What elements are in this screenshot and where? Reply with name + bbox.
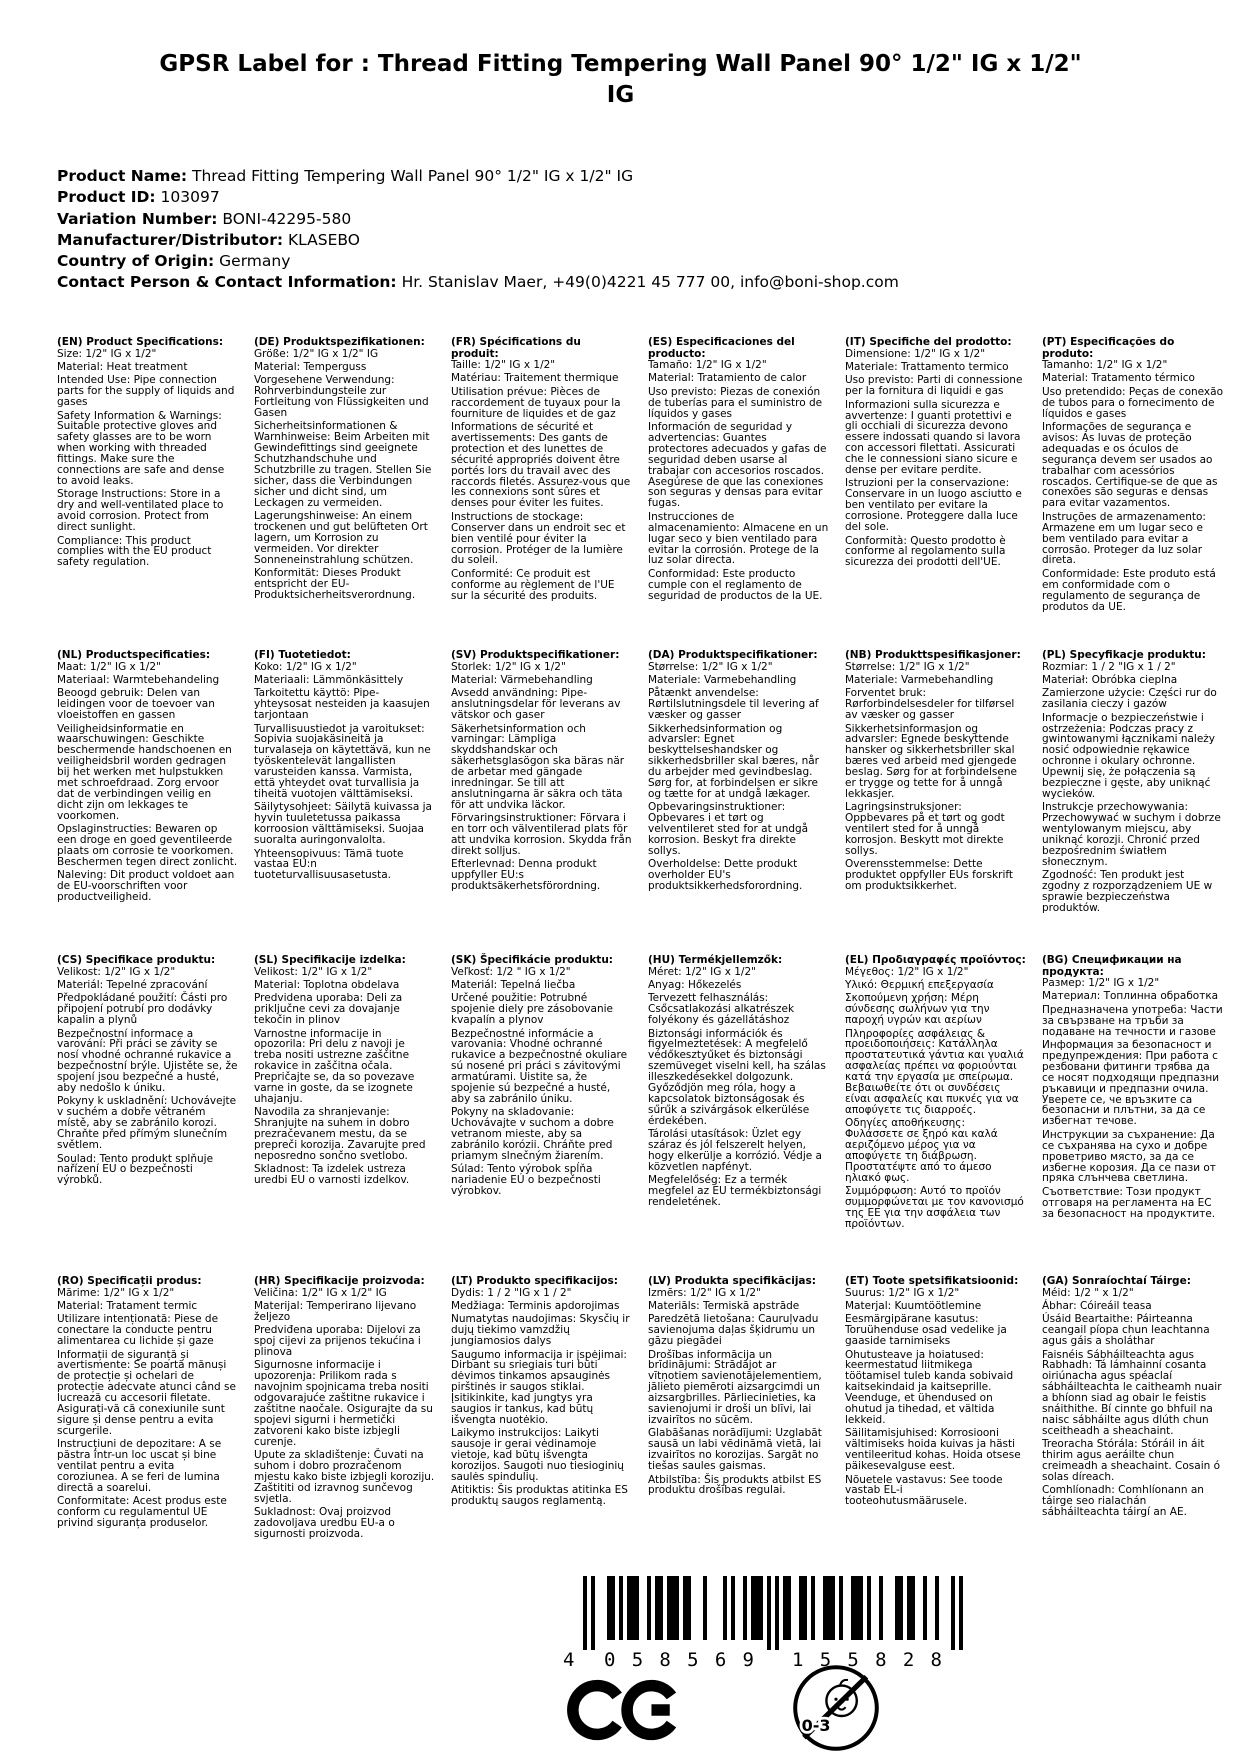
language-block-paragraph: Storage Instructions: Store in a dry and well-ventilated place to avoid corrosion. Protect from direct sunlight. [57,488,224,534]
language-block-es [648,337,829,650]
language-block-paragraph: Materiał: Obróbka cieplna [1042,673,1178,686]
language-block-hr [254,1276,435,1542]
language-block-paragraph: Tárolási utasítások: Üzlet egy száraz és jól felszerelt helyen, hogy elkerülje a korrózió. Védje a közvetlen napfényt. [648,1128,822,1173]
language-block-paragraph: Tervezett felhasználás: Csőcsatlakozási alkatrészek folyékony és gázellátáshoz [648,992,795,1027]
language-block-paragraph: Conformità: Questo prodotto è conforme al regolamento sulla sicurezza dei prodotti dell'UE. [845,534,1006,569]
language-block-it [845,337,1026,650]
language-block-paragraph: Uso previsto: Parti di connessione per la fornitura di liquidi e gas [845,374,1023,398]
language-block-paragraph: Opbevaringsinstruktioner: Opbevares i et tørt og velventileret sted for at undgå korrosion. Beskyt fra direkte sollys. [648,801,809,857]
language-block-paragraph: Istruzioni per la conservazione: Conservare in un luogo asciutto e ben ventilato per evitare la corrosione. Proteggere dalla luce del sole. [845,477,1022,534]
language-block-paragraph: Pokyny k uskladnění: Uchovávejte v suchém a dobře větraném místě, aby se zabránilo korozi. Chraňte před přímým slunečním světlem. [57,1095,237,1152]
language-block-paragraph: Lagringsinstruksjoner: Oppbevares på et tørt og godt ventilert sted for å unngå korrosjon. Beskytt mot direkte sollys. [845,801,1005,857]
language-block-header: (DA) Produktspecifikationer: [648,649,818,661]
language-block-header: (IT) Specifiche del prodotto: [845,336,1012,348]
language-block-paragraph: Velikost: 1/2" IG x 1/2" [254,965,373,978]
language-block-paragraph: Atbilstība: Šis produkts atbilst ES produktu drošības regulai. [648,1473,822,1497]
language-block-paragraph: Utilisation prévue: Pièces de raccordement de tuyaux pour la fourniture de liquides et de gaz [451,385,621,420]
language-block-paragraph: Größe: 1/2" IG x 1/2" IG [254,347,379,360]
language-block-paragraph: Compliance: This product complies with the EU product safety regulation. [57,534,212,569]
language-block-paragraph: Förvaringsinstruktioner: Förvara i en torr och välventilerad plats för att undvika korrosion. Skydda från direkt solljus. [451,812,632,857]
language-block-paragraph: Instrukcje przechowywania: Przechowywać w suchym i dobrze wentylowanym miejscu, aby uniknąć korozji. Chronić przed bezpośrednim światłem słonecznym. [1042,801,1221,868]
language-block-paragraph: Storlek: 1/2" IG x 1/2" [451,660,566,673]
language-block-hu [648,955,829,1276]
language-block-paragraph: Μέγεθος: 1/2" IG x 1/2" [845,965,969,978]
language-block-paragraph: Instructions de stockage: Conserver dans un endroit sec et bien ventilé pour éviter la corrosion. Protéger de la lumière du soleil. [451,510,626,567]
language-block-paragraph: Conformidad: Este producto cumple con el reglamento de seguridad de productos de la UE. [648,567,823,602]
language-block-paragraph: Izmērs: 1/2" IG x 1/2" [648,1286,761,1299]
language-block-paragraph: Pokyny na skladovanie: Uchovávajte v suchom a dobre vetranom mieste, aby sa zabránilo korózii. Chráňte pred priamym slnečným žiarením. [451,1106,614,1162]
language-block-paragraph: Påtænkt anvendelse: Rørtilslutningsdele til levering af væsker og gasser [648,687,819,722]
language-block-paragraph: Biztonsági információk és figyelmeztetések: A megfelelő védőkesztyűket és biztonsági szemüveget viselni kell, ha szálas illeszkedésekkel dolgozunk. Győződjön meg róla, hogy a kapcsolatok biztonságosak és sűrűk a szivárgások elkerülése érdekében. [648,1027,826,1127]
language-block-paragraph: Bezpečnostní informace a varování: Při práci se závity se nosí vhodné ochranné rukavice a bezpečnostní brýle. Ujistěte se, že spojení jsou bezpečné a husté, aby nedošlo k úniku. [57,1027,238,1095]
manufacturer-value: KLASEBO [288,230,360,249]
language-block-paragraph: Størrelse: 1/2" IG x 1/2" [845,660,970,673]
language-block-paragraph: Suurus: 1/2" IG x 1/2" [845,1286,960,1299]
language-block-paragraph: Materiál: Tepelné zpracování [57,978,208,991]
product-id-row [57,187,899,208]
variation-number-value: BONI-42295-580 [222,209,352,228]
language-block-paragraph: Efterlevnad: Denna produkt uppfyller EU:s produktsäkerhetsförordning. [451,858,601,893]
language-block-header: (ES) Especificaciones del producto: [648,336,795,360]
language-block-paragraph: Medžiaga: Terminis apdorojimas [451,1299,620,1312]
language-block-paragraph: Съответствие: Този продукт отговаря на регламента на ЕС за безопасност на продуктите. [1042,1185,1216,1220]
language-block-paragraph: Navodila za shranjevanje: Shranjujte na suhem in dobro prezračevanem mestu, da se prepreči korozija. Zavarujte pred neposredno sončno svetlobo. [254,1106,426,1162]
language-block-paragraph: Treoracha Stórála: Stóráil in áit thirim agus aeráilte chun creimeadh a sheachaint. Cosain ó solas díreach. [1042,1438,1221,1483]
language-block-lt [451,1276,632,1542]
language-block-paragraph: Sigurnosne informacije i upozorenja: Prilikom rada s navojnim spojnicama treba nositi odgovarajuće zaštitne rukavice i zaštitne naočale. Osigurajte da su spojevi sigurni i hermetički zatvoreni kako biste izbjegli curenje. [254,1359,433,1448]
language-block-paragraph: Materjal: Kuumtöötlemine [845,1299,982,1312]
language-block-header: (FR) Spécifications du produit: [451,336,581,360]
language-block-paragraph: Paredzētā lietošana: Cauruļvadu savienojuma daļas šķidrumu un gāzu piegādei [648,1313,819,1348]
language-block-header: (RO) Specificații produs: [57,1275,202,1287]
language-block-et [845,1276,1026,1542]
language-block-paragraph: Veličina: 1/2" IG x 1/2" IG [254,1286,387,1299]
language-block-paragraph: Eesmärgipärane kasutus: Toruühenduse osad vedelike ja gaaside tarnimiseks [845,1313,1007,1348]
language-block-paragraph: Informații de siguranță și avertismente: Se poartă mănuși de protecție și ochelari de protecție adecvate atunci când se lucrează cu accesorii filetate. Asigurați-vă că conexiunile sunt sigure și dense pentru a evita scurgerile. [57,1348,236,1437]
language-block-paragraph: Sukladnost: Ovaj proizvod zadovoljava uredbu EU-a o sigurnosti proizvoda. [254,1506,395,1541]
language-block-paragraph: Utilizare intenționată: Piese de conectare la conducte pentru alimentarea cu lichide și gaze [57,1313,219,1348]
language-block-paragraph: Uso previsto: Piezas de conexión de tuberías para el suministro de líquidos y gases [648,385,823,420]
language-block-paragraph: Säkerhetsinformation och varningar: Lämpliga skyddshandskar och säkerhetsglasögon ska bäras när de arbetar med gängade inredningar. Se till att anslutningarna är säkra och täta för att undvika läckor. [451,722,625,811]
ean13-barcode [563,1576,963,1672]
language-block-paragraph: Informations de sécurité et avertissements: Des gants de protection et des lunettes de sécurité appropriés doivent être portés lors du travail avec des raccords filetés. Assurez-vous que les connexions sont sûres et denses pour éviter les fuites. [451,421,631,510]
language-block-paragraph: Συμμόρφωση: Αυτό το προϊόν συμμορφώνεται με τον κανονισμό της ΕΕ για την ασφάλεια των προϊόντων. [845,1185,1024,1230]
language-block-paragraph: Materiaali: Lämmönkäsittely [254,673,404,686]
language-block-paragraph: Material: Tratamiento de calor [648,372,807,385]
language-block-paragraph: Upute za skladištenje: Čuvati na suhom i dobro prozračenom mjestu kako biste izbjegli koroziju. Zaštititi od izravnog sunčevog svjetla. [254,1449,435,1505]
country-of-origin-value: Germany [219,252,291,271]
language-block-paragraph: Materiale: Varmebehandling [648,673,797,686]
language-block-paragraph: Size: 1/2" IG x 1/2" [57,347,157,360]
product-id-value: 103097 [160,188,220,207]
language-block-paragraph: Naleving: Dit product voldoet aan de EU-voorschriften voor productveiligheid. [57,869,235,904]
language-block-paragraph: Material: Tratamento térmico [1042,372,1195,385]
language-block-header: (NB) Produkttspesifikasjoner: [845,649,1021,661]
language-block-paragraph: Yhteensopivuus: Tämä tuote vastaa EU:n tuoteturvallisuusasetusta. [254,847,404,882]
language-block-paragraph: Информация за безопасност и предупреждения: При работа с резбовани фитинги трябва да се носят подходящи предпазни ръкавици и предпазни очила. Уверете се, че връзките са безопасни и плътни, за да се избегнат течове. [1042,1039,1220,1128]
language-block-paragraph: Размер: 1/2" IG x 1/2" [1042,977,1160,989]
language-block-header: (SV) Produktspecifikationer: [451,649,620,661]
language-block-paragraph: Ohutusteave ja hoiatused: keermestatud liitmikega töötamisel tuleb kanda sobivaid kaitsekindaid ja kaitseprille. Veenduge, et ühendused on ohutud ja tihedad, et vältida lekkeid. [845,1348,1014,1426]
language-block-pt [1042,337,1223,650]
language-block-paragraph: Materiál: Tepelná liečba [451,978,576,991]
language-block-header: (LT) Produkto specifikacijos: [451,1275,618,1287]
language-block-paragraph: Uso pretendido: Peças de conexão de tubos para o fornecimento de líquidos e gases [1042,385,1224,420]
language-block-paragraph: Súlad: Tento výrobok spĺňa nariadenie EÚ o bezpečnosti výrobkov. [451,1163,601,1198]
language-block-paragraph: Intended Use: Pipe connection parts for the supply of liquids and gases [57,374,235,409]
language-block-de [254,337,435,650]
language-block-header: (CS) Specifikace produktu: [57,954,216,966]
age-warning-text: 0-3 [801,1716,831,1736]
language-block-paragraph: Megfelelőség: Ez a termék megfelel az EU termékbiztonsági rendeletének. [648,1174,822,1209]
language-block-paragraph: Rozmiar: 1 / 2 "IG x 1 / 2" [1042,660,1176,673]
barcode-bars [583,1576,963,1650]
language-block-paragraph: Koko: 1/2" IG x 1/2" [254,660,357,673]
language-block-paragraph: Instrucțiuni de depozitare: A se păstra într-un loc uscat și bine ventilat pentru a evita coroziunea. A se feri de lumina directă a soarelui. [57,1438,222,1494]
language-block-paragraph: Sikkerhetsinformasjon og advarsler: Egnede beskyttende hansker og sikkerhetsbriller skal bæres ved arbeid med gjengede beslag. Sørg for at forbindelsene er trygge og tette for å unngå lekkasjer. [845,722,1017,800]
language-block-paragraph: Material: Temperguss [254,360,367,373]
language-block-paragraph: Sicherheitsinformationen & Warnhinweise: Beim Arbeiten mit Gewindefittings sind geeignete Schutzhandschuhe und Schutzbrille zu tragen. Stellen Sie sicher, dass die Verbindungen sicher und dicht sind, um Leckagen zu vermeiden. [254,420,432,509]
age-warning-0-3-icon [792,1664,880,1752]
language-block-header: (HR) Specifikacije proizvoda: [254,1275,425,1287]
language-block-paragraph: Materiāls: Termiskā apstrāde [648,1299,800,1312]
language-block-paragraph: Méret: 1/2" IG x 1/2" [648,965,756,978]
language-block-paragraph: Størrelse: 1/2" IG x 1/2" [648,660,773,673]
language-block-header: (EL) Προδιαγραφές προϊόντος: [845,954,1026,966]
language-block-paragraph: Overholdelse: Dette produkt overholder EU's produktsikkerhedsforordning. [648,858,803,893]
language-block-paragraph: Úsáid Beartaithe: Páirteanna ceangail píopa chun leachtanna agus gáis a sholáthar [1042,1313,1210,1348]
language-block-paragraph: Safety Information & Warnings: Suitable protective gloves and safety glasses are to be worn when working with threaded fittings. Make sure the connections are safe and dense to avoid leaks. [57,409,225,487]
language-block-paragraph: Nõuetele vastavus: See toode vastab EL-i tooteohutusmäärusele. [845,1473,1003,1508]
language-block-paragraph: Drošības informācija un brīdinājumi: Strādājot ar vītņotiem savienotājelementiem, jālieto piemēroti aizsargcimdi un aizsargbrilles. Pārliecinieties, ka savienojumi ir droši un blīvi, lai izvairītos no sūcēm. [648,1348,822,1426]
language-block-paragraph: Skladnost: Ta izdelek ustreza uredbi EU o varnosti izdelkov. [254,1163,410,1187]
language-block-paragraph: Veiligheidsinformatie en waarschuwingen: Geschikte beschermende handschoenen en veiligheidsbril worden gedragen bij het werken met hulpstukken met schroefdraad. Zorg ervoor dat de verbindingen veilig en dicht zijn om lekkages te voorkomen. [57,722,232,822]
language-block-paragraph: Numatytas naudojimas: Skysčių ir dujų tiekimo vamzdžių jungiamosios dalys [451,1313,630,1348]
language-block-header: (BG) Спецификации на продукта: [1042,954,1182,978]
page-title: GPSR Label for : Thread Fitting Tempering Wall Panel 90° 1/2" IG x 1/2" IG [159,51,1082,108]
language-block-sk [451,955,632,1276]
language-block-paragraph: Material: Heat treatment [57,360,188,373]
contact-label: Contact Person & Contact Information: [57,273,397,292]
language-block-header: (SL) Specifikacije izdelka: [254,954,406,966]
ce-mark-icon [566,1676,684,1744]
language-block-fr [451,337,632,650]
language-block-header: (ET) Toote spetsifikatsioonid: [845,1275,1019,1287]
language-block-header: (HU) Termékjellemzők: [648,954,783,966]
language-block-paragraph: Maat: 1/2" IG x 1/2" [57,660,161,673]
language-block-paragraph: Opslaginstructies: Bewaren op een droge en goed geventileerde plaats om corrosie te voorkomen. Beschermen tegen direct zonlicht. [57,823,238,868]
language-block-paragraph: Forventet bruk: Rørforbindelsesdeler for tilførsel av væsker og gasser [845,687,1015,722]
language-block-cs [57,955,238,1276]
variation-number-row [57,209,899,230]
language-block-paragraph: Tarkoitettu käyttö: Pipe-yhteysosat nesteiden ja kaasujen tarjontaan [254,687,430,722]
language-block-paragraph: Tamaño: 1/2" IG x 1/2" [648,359,767,371]
language-block-paragraph: Beoogd gebruik: Delen van leidingen voor de toevoer van vloeistoffen en gassen [57,687,215,722]
language-block-header: (FI) Tuotetiedot: [254,649,351,661]
product-id-label: Product ID: [57,188,156,207]
language-block-paragraph: Bezpečnostné informácie a varovania: Vhodné ochranné rukavice a bezpečnostné okuliare sú nosené pri práci s závitovými armatúrami. Uistite sa, že spojenie sú bezpečné a husté, aby sa zabránilo úniku. [451,1027,628,1105]
language-block-header: (EN) Product Specifications: [57,336,224,348]
language-block-paragraph: Matériau: Traitement thermique [451,372,619,385]
language-block-paragraph: Zgodność: Ten produkt jest zgodny z rozporządzeniem UE w sprawie bezpieczeństwa produktów. [1042,869,1213,915]
language-block-paragraph: Comhlíonadh: Comhlíonann an táirge seo rialachán sábháilteachta táirgí an AE. [1042,1484,1204,1519]
language-block-paragraph: Faisnéis Sábháilteachta agus Rabhadh: Tá lámhainní cosanta oiriúnacha agus spéaclaí sábháilteachta le caitheamh nuair a bhíonn siad ag obair le feistis snáithithe. Bí cinnte go bhfuil na naisc sábháilte agus dlúth chun sceitheadh a sheachaint. [1042,1348,1222,1437]
language-block-paragraph: Soulad: Tento produkt splňuje nařízení EU o bezpečnosti výrobků. [57,1152,214,1187]
language-block-paragraph: Материал: Топлинна обработка [1042,990,1219,1003]
language-block-header: (SK) Špecifikácie produktu: [451,954,614,966]
manufacturer-row [57,230,899,251]
language-block-paragraph: Predviđena uporaba: Dijelovi za spoj cijevi za prijenos tekućina i plinova [254,1324,421,1359]
language-block-ro [57,1276,238,1542]
language-block-paragraph: Material: Tratament termic [57,1299,198,1312]
language-block-paragraph: Laikymo instrukcijos: Laikyti sausoje ir gerai vėdinamoje vietoje, kad būtų išvengta korozijos. Saugoti nuo tiesioginių saulės spindulių. [451,1427,624,1483]
language-block-header: (LV) Produkta specifikācijas: [648,1275,816,1287]
language-block-paragraph: Lagerungshinweise: An einem trockenen und gut belüfteten Ort lagern, um Korrosion zu vermeiden. Vor direkter Sonneneinstrahlung schützen. [254,510,428,566]
language-block-paragraph: Materiale: Varmebehandling [845,673,994,686]
language-block-header: (NL) Productspecificaties: [57,649,211,661]
language-block-paragraph: Zamierzone użycie: Części rur do zasilania cieczy i gazów [1042,687,1217,711]
language-block-paragraph: Saugumo informacija ir įspėjimai: Dirbant su sriegiais turi būti dėvimos tinkamos apsauginės pirštinės ir saugos stiklai. Įsitikinkite, kad jungtys yra saugios ir tankus, kad būtų išvengta nuotėkio. [451,1348,627,1426]
language-block-header: (DE) Produktspezifikationen: [254,336,425,348]
language-block-paragraph: Turvallisuustiedot ja varoitukset: Sopivia suojakäsineitä ja turvalaseja on käytettävä, kun ne työskentelevät langallisten varusteiden kanssa. Varmista, että yhteydet ovat turvallisia ja tiheitä vuotojen välttämiseksi. [254,722,431,800]
product-name-value: Thread Fitting Tempering Wall Panel 90° 1/2" IG x 1/2" IG [192,167,634,185]
language-block-paragraph: Anyag: Hőkezelés [648,978,742,991]
manufacturer-label: Manufacturer/Distributor: [57,230,284,249]
language-block-paragraph: Tamanho: 1/2" IG x 1/2" [1042,359,1168,371]
language-block-paragraph: Säilitamisjuhised: Korrosiooni vältimiseks hoida kuivas ja hästi ventileeritud kohas. Hoida otsese päikesevalguse eest. [845,1427,1021,1473]
language-block-paragraph: Mărime: 1/2" IG x 1/2" [57,1286,175,1299]
language-block-paragraph: Οδηγίες αποθήκευσης: Φυλάσσετε σε ξηρό και καλά αεριζόμενο μέρος για να αποφύγετε τη διάβρωση. Προστατέψτε από το άμεσο ηλιακό φως. [845,1117,998,1184]
language-block-paragraph: Informacje o bezpieczeństwie i ostrzeżenia: Podczas pracy z gwintowanymi łącznikami należy nosić odpowiednie rękawice ochronne i okulary ochronne. Upewnij się, że połączenia są bezpieczne i gęste, aby uniknąć wycieków. [1042,711,1216,800]
language-block-el [845,955,1026,1276]
language-block-paragraph: Conformitate: Acest produs este conform cu regulamentul UE privind siguranța produselor. [57,1495,227,1530]
language-block-paragraph: Dydis: 1 / 2 "IG x 1 / 2" [451,1286,572,1299]
language-block-lv [648,1276,829,1542]
language-block-header: (PL) Specyfikacje produktu: [1042,649,1206,661]
language-block-paragraph: Инструкции за съхранение: Да се съхранява на сухо и добре проветриво място, за да се избегне корозия. Да се пази от пряка слънчева светлина. [1042,1128,1216,1185]
language-block-paragraph: Predvidena uporaba: Deli za priključne cevi za dovajanje tekočin in plinov [254,992,403,1027]
contact-row [57,272,899,293]
product-name-row [57,166,899,187]
language-block-paragraph: Overensstemmelse: Dette produktet oppfyller EUs forskrift om produktsikkerhet. [845,858,1014,893]
language-block-header: (PT) Especificações do produto: [1042,336,1175,360]
barcode-left-digits: 058569 [604,1649,754,1671]
language-block-pl [1042,650,1223,955]
language-block-paragraph: Σκοπούμενη χρήση: Μέρη σύνδεσης σωλήνων για την παροχή υγρών και αερίων [845,992,990,1027]
language-block-paragraph: Säilytysohjeet: Säilytä kuivassa ja hyvin tuuletetussa paikassa korroosion välttämiseksi. Suojaa suoralta auringonvalolta. [254,801,432,847]
language-block-paragraph: Material: Toplotna obdelava [254,978,400,991]
language-block-paragraph: Velikost: 1/2" IG x 1/2" [57,965,176,978]
barcode-system-digit: 4 [563,1649,575,1671]
language-block-paragraph: Informações de segurança e avisos: As luvas de proteção adequadas e os óculos de segurança devem ser usados ao trabalhar com acessórios roscados. Certifique-se de que as conexões são seguras e densas para evitar vazamentos. [1042,421,1218,510]
country-of-origin-label: Country of Origin: [57,252,215,271]
language-block-paragraph: Materijal: Temperirano lijevano željezo [254,1299,417,1323]
language-block-paragraph: Glabāšanas norādījumi: Uzglabāt sausā un labi vēdināmā vietā, lai izvairītos no korozijas. Sargāt no tiešas saules gaismas. [648,1427,822,1473]
language-block-sl [254,955,435,1276]
barcode-right-digits: 155828 [792,1649,942,1671]
language-block-paragraph: Avsedd användning: Pipe-anslutningsdelar för leverans av vätskor och gaser [451,687,621,722]
language-block-nb [845,650,1026,955]
product-info [57,166,899,294]
language-block-paragraph: Conformité: Ce produit est conforme au règlement de l'UE sur la sécurité des produits. [451,567,615,602]
language-block-paragraph: Předpokládané použití: Části pro připojení potrubí pro dodávky kapalin a plynů [57,992,228,1027]
language-block-paragraph: Información de seguridad y advertencias: Guantes protectores adecuados y gafas de seguridad deben usarse al trabajar con accesorios roscados. Asegúrese de que las conexiones son seguras y densas para evitar fugas. [648,421,827,510]
product-name-label: Product Name: [57,167,188,185]
language-block-paragraph: Určené použitie: Potrubné spojenie diely pre zásobovanie kvapalín a plynov [451,992,613,1027]
language-block-paragraph: Material: Värmebehandling [451,673,593,686]
language-block-ga [1042,1276,1223,1542]
language-block-bg [1042,955,1223,1276]
language-block-paragraph: Ábhar: Cóireáil teasa [1042,1299,1152,1312]
language-block-sv [451,650,632,955]
language-block-paragraph: Konformität: Dieses Produkt entspricht der EU-Produktsicherheitsverordnung. [254,567,416,602]
language-block-paragraph: Dimensione: 1/2" IG x 1/2" [845,347,986,360]
language-block-paragraph: Informazioni sulla sicurezza e avvertenze: I guanti protettivi e gli occhiali di sicurezza devono essere indossati quando si lavora con accessori filettati. Assicurati che le connessioni siano sicure e dense per evitare perdite. [845,398,1021,477]
language-block-da [648,650,829,955]
language-block-paragraph: Υλικό: Θερμική επεξεργασία [845,978,994,991]
language-block-paragraph: Conformidade: Este produto está em conformidade com o regulamento de segurança de produtos da UE. [1042,567,1216,613]
language-block-paragraph: Sikkerhedsinformation og advarsler: Egnet beskyttelseshandsker og sikkerhedsbriller skal bæres, når du arbejder med gevindbeslag. Sørg for, at forbindelsen er sikre og tætte for at undgå lækager. [648,722,819,800]
language-block-paragraph: Taille: 1/2" IG x 1/2" [451,359,556,371]
variation-number-label: Variation Number: [57,209,218,228]
language-block-paragraph: Предназначена употреба: Части за свързване на тръби за подаване на течности и газове [1042,1003,1223,1038]
language-block-fi [254,650,435,955]
contact-value: Hr. Stanislav Maer, +49(0)4221 45 777 00, info@boni-shop.com [401,273,899,292]
language-block-paragraph: Instrucciones de almacenamiento: Almacene en un lugar seco y bien ventilado para evitar la corrosión. Protege de la luz solar directa. [648,510,829,567]
language-block-paragraph: Materiale: Trattamento termico [845,360,1009,373]
language-block-paragraph: Atitiktis: Šis produktas atitinka ES produktų saugos reglamentą. [451,1484,628,1508]
language-grid [57,337,1223,1542]
language-block-paragraph: Πληροφορίες ασφάλειας & προειδοποιήσεις: Κατάλληλα προστατευτικά γάντια και γυαλιά ασφαλείας πρέπει να φοριούνται κατά την εργασία με σπείρωμα. Βεβαιωθείτε ότι οι συνδέσεις είναι ασφαλείς και πυκνές για να αποφύγετε τις διαρροές. [845,1027,1024,1116]
language-block-paragraph: Méid: 1/2 " x 1/2" [1042,1286,1134,1299]
language-block-paragraph: Vorgesehene Verwendung: Rohrverbindungsteile zur Fortleitung von Flüssigkeiten und Gasen [254,374,429,420]
language-block-paragraph: Instruções de armazenamento: Armazene em um lugar seco e bem ventilado para evitar a corrosão. Proteger da luz solar direta. [1042,510,1206,567]
language-block-nl [57,650,238,955]
language-block-paragraph: Materiaal: Warmtebehandeling [57,673,220,686]
language-block-header: (GA) Sonraíochtaí Táirge: [1042,1275,1191,1287]
language-block-paragraph: Varnostne informacije in opozorila: Pri delu z navoji je treba nositi ustrezne zaščitne rokavice in zaščitna očala. Prepričajte se, da so povezave varne in goste, da se izognete uhajanju. [254,1027,415,1105]
language-block-paragraph: Veľkosť: 1/2 " IG x 1/2" [451,965,571,978]
language-block-en [57,337,238,650]
country-of-origin-row [57,251,899,272]
